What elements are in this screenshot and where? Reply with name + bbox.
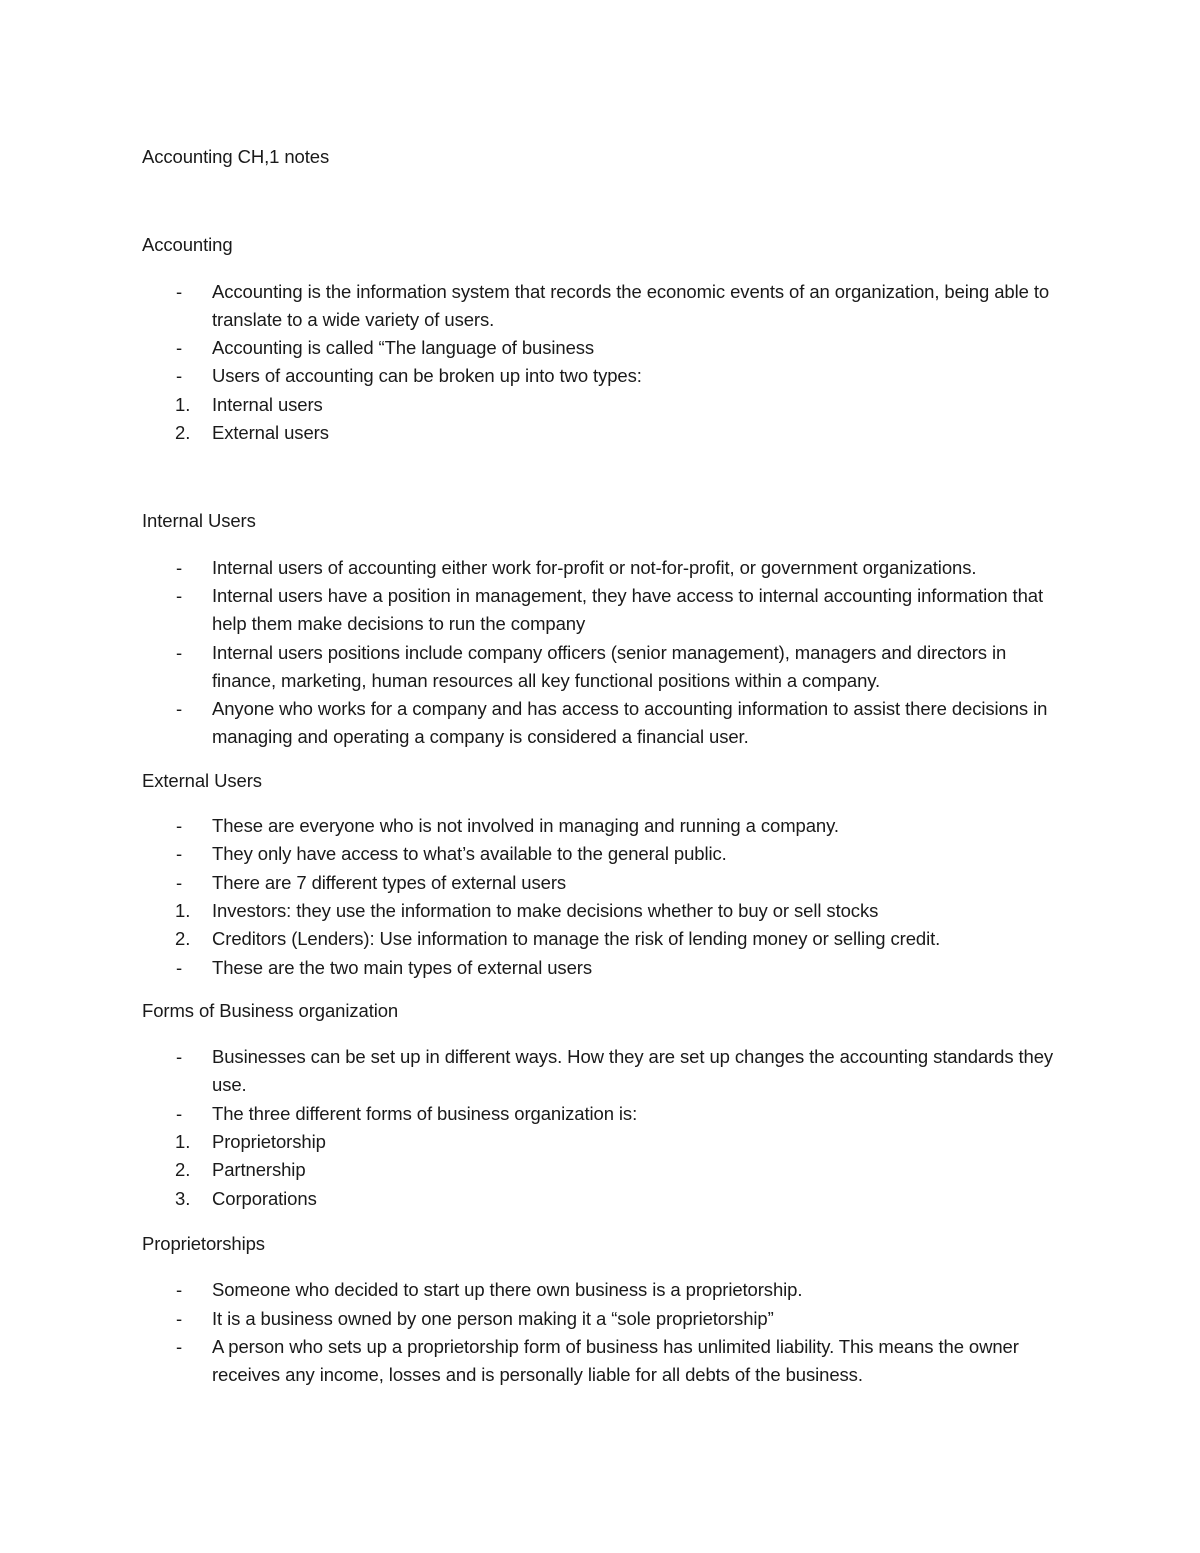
list-item-text: Anyone who works for a company and has access to accounting information to assist there decisions in managing and operating a company is considered a financial user. xyxy=(212,698,1048,748)
list-marker: - xyxy=(176,337,183,359)
list-item xyxy=(142,1156,1072,1184)
list-marker: - xyxy=(176,1046,183,1068)
list-item-text: These are the two main types of external users xyxy=(212,956,592,978)
list-item xyxy=(142,1305,1072,1333)
list-marker: - xyxy=(176,1279,183,1301)
list-item xyxy=(142,419,1072,447)
list-marker: 2. xyxy=(175,928,191,950)
list-item-text: A person who sets up a proprietorship form of business has unlimited liability. This means the owner receives any income, losses and is personally liable for all debts of the business. xyxy=(212,1335,1019,1386)
list-item-text: The three different forms of business organization is: xyxy=(212,1102,638,1124)
list-marker: 1. xyxy=(175,1131,191,1153)
list-marker: - xyxy=(176,698,183,720)
list-item-text: External users xyxy=(212,422,329,444)
list-marker: - xyxy=(176,871,183,893)
bullet-list xyxy=(142,1043,1072,1213)
list-item xyxy=(142,1185,1072,1213)
list-marker: - xyxy=(176,556,183,578)
bullet-list xyxy=(142,278,1072,448)
list-marker: - xyxy=(176,641,183,663)
list-marker: 1. xyxy=(175,393,191,415)
list-marker: 1. xyxy=(175,899,191,921)
document-title: Accounting CH,1 notes xyxy=(142,146,330,167)
section-heading: Proprietorships xyxy=(142,1232,265,1254)
list-item-text: Internal users have a position in management, they have access to internal accounting information that help them make decisions to run the company xyxy=(212,584,1044,635)
list-item xyxy=(142,695,1072,752)
list-item-text: Partnership xyxy=(212,1159,306,1181)
list-item-text: They only have access to what’s available to the general public. xyxy=(212,843,727,865)
list-item xyxy=(142,954,1072,982)
list-item xyxy=(142,925,1072,953)
list-item-text: These are everyone who is not involved in managing and running a company. xyxy=(212,815,839,837)
list-item xyxy=(142,362,1072,390)
list-item xyxy=(142,897,1072,925)
list-item xyxy=(142,582,1072,639)
title-block xyxy=(142,143,1072,171)
list-item-text: Creditors (Lenders): Use information to manage the risk of lending money or selling credit. xyxy=(212,928,941,950)
bullet-list xyxy=(142,812,1072,982)
section-forms-of-business xyxy=(142,997,1072,1213)
list-item xyxy=(142,869,1072,897)
list-item xyxy=(142,840,1072,868)
list-item xyxy=(142,1333,1072,1390)
list-item-text: Internal users xyxy=(212,393,323,415)
list-item xyxy=(142,1276,1072,1304)
list-marker: - xyxy=(176,280,183,302)
list-marker: - xyxy=(176,365,183,387)
section-heading: External Users xyxy=(142,769,262,791)
list-item xyxy=(142,334,1072,362)
section-accounting xyxy=(142,231,1072,447)
list-marker: - xyxy=(176,1335,183,1357)
list-marker: - xyxy=(176,956,183,978)
list-item xyxy=(142,1100,1072,1128)
section-proprietorships xyxy=(142,1230,1072,1389)
section-external-users xyxy=(142,767,1072,982)
list-marker: - xyxy=(176,1307,183,1329)
list-item-text: Users of accounting can be broken up into two types: xyxy=(212,365,642,387)
section-internal-users xyxy=(142,507,1072,751)
list-item-text: Internal users positions include company officers (senior management), managers and directors in finance, marketing, human resources all key functional positions within a company. xyxy=(212,641,1007,691)
list-item-text: There are 7 different types of external users xyxy=(212,871,567,893)
list-item-text: Accounting is called “The language of business xyxy=(212,337,595,359)
list-marker: 3. xyxy=(175,1187,191,1209)
list-marker: - xyxy=(176,584,183,606)
list-item-text: Investors: they use the information to make decisions whether to buy or sell stocks xyxy=(212,899,879,921)
list-item-text: Corporations xyxy=(212,1187,317,1209)
list-item xyxy=(142,1043,1072,1100)
list-item-text: Accounting is the information system that records the economic events of an organization, being able to translate to a wide variety of users. xyxy=(212,280,1050,330)
list-item xyxy=(142,391,1072,419)
list-item-text: Someone who decided to start up there own business is a proprietorship. xyxy=(212,1279,803,1301)
list-marker: - xyxy=(176,815,183,837)
section-heading: Forms of Business organization xyxy=(142,999,399,1021)
bullet-list xyxy=(142,554,1072,752)
section-heading: Internal Users xyxy=(142,510,256,532)
section-heading: Accounting xyxy=(142,234,233,256)
list-item-text: It is a business owned by one person making it a “sole proprietorship” xyxy=(212,1307,774,1329)
list-marker: - xyxy=(176,843,183,865)
bullet-list xyxy=(142,1276,1072,1389)
list-item xyxy=(142,639,1072,696)
list-item xyxy=(142,554,1072,582)
list-item xyxy=(142,1128,1072,1156)
list-item xyxy=(142,278,1072,335)
list-item-text: Businesses can be set up in different ways. How they are set up changes the accounting standards they use. xyxy=(212,1046,1054,1096)
document-body xyxy=(142,143,1072,1389)
list-marker: 2. xyxy=(175,1159,191,1181)
list-item-text: Proprietorship xyxy=(212,1131,326,1153)
list-marker: - xyxy=(176,1102,183,1124)
list-item-text: Internal users of accounting either work for-profit or not-for-profit, or government organizations. xyxy=(212,556,977,578)
list-marker: 2. xyxy=(175,422,191,444)
list-item xyxy=(142,812,1072,840)
